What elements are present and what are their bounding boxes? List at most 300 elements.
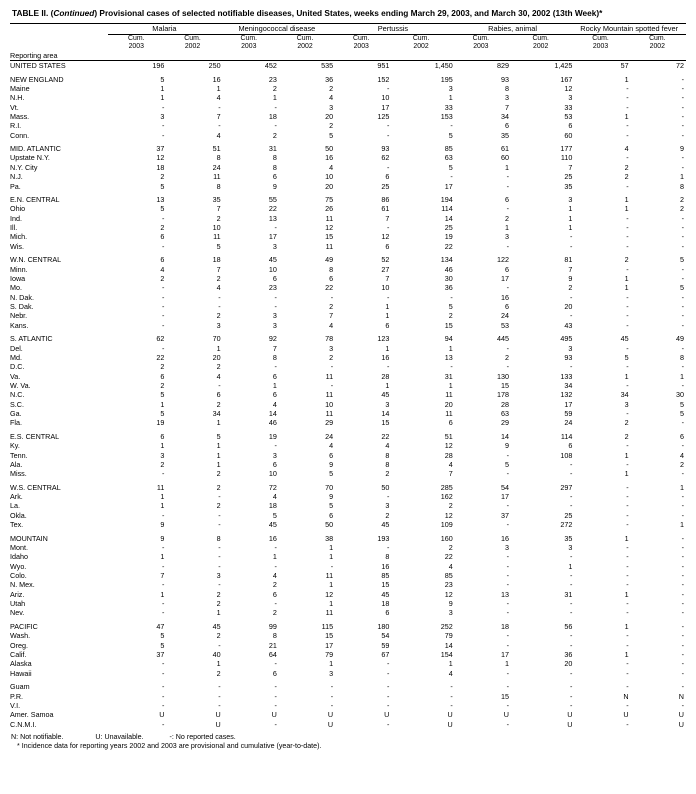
table-row bbox=[10, 590, 686, 599]
table-row bbox=[10, 232, 686, 241]
row-value-cell: - bbox=[274, 121, 277, 131]
row-value-cell: U bbox=[567, 719, 573, 729]
row-value-cell: 1 bbox=[160, 501, 165, 511]
row-value-cell: 10 bbox=[381, 93, 390, 103]
row-value-cell: 4 bbox=[680, 450, 684, 460]
row-value-cell: 86 bbox=[381, 195, 390, 205]
cum-label: Cum. bbox=[472, 35, 490, 42]
row-value-cell: 4 bbox=[272, 492, 277, 502]
row-value-cell: 5 bbox=[448, 130, 453, 140]
row-value-cell: 495 bbox=[560, 334, 573, 344]
row-value-cell: 11 bbox=[325, 371, 334, 381]
table-row bbox=[10, 223, 686, 232]
row-value-cell: - bbox=[681, 571, 684, 581]
row-value-cell: - bbox=[626, 320, 629, 330]
row-value-cell: 160 bbox=[440, 533, 453, 543]
row-value-cell: 5 bbox=[216, 431, 221, 441]
row-value-cell: 1 bbox=[680, 371, 684, 381]
row-value-cell: - bbox=[681, 264, 684, 274]
row-value-cell: - bbox=[681, 111, 684, 121]
row-value-cell: 9 bbox=[680, 144, 684, 154]
row-value-cell: - bbox=[274, 302, 277, 311]
row-value-cell: - bbox=[681, 608, 684, 618]
row-value-cell: 3 bbox=[272, 241, 277, 251]
group-header-rmsf-label: Rocky Mountain spotted fever bbox=[580, 23, 679, 33]
row-value-cell: - bbox=[506, 520, 509, 530]
row-value-cell: 70 bbox=[325, 482, 334, 492]
row-value-cell: - bbox=[626, 668, 629, 678]
table-row bbox=[10, 112, 686, 121]
row-value-cell: 11 bbox=[445, 408, 453, 418]
row-value-cell: 64 bbox=[268, 649, 277, 659]
header-bottom-rule-1 bbox=[108, 51, 164, 61]
year-label: 2002 bbox=[184, 43, 201, 50]
row-area-label: N.C. bbox=[10, 390, 25, 400]
row-value-cell: - bbox=[161, 241, 165, 251]
row-value-cell: 6 bbox=[272, 172, 277, 182]
row-area-label: Ind. bbox=[10, 213, 22, 223]
row-value-cell: 5 bbox=[680, 255, 684, 265]
row-value-cell: 45 bbox=[620, 334, 629, 344]
row-value-cell: N bbox=[623, 691, 629, 701]
notifiable-diseases-table bbox=[10, 23, 686, 729]
row-value-cell: 93 bbox=[381, 144, 390, 154]
row-value-cell: 2 bbox=[624, 172, 629, 182]
row-area-label: N. Dak. bbox=[10, 292, 34, 302]
cum-label: Cum. bbox=[532, 35, 549, 42]
table-row bbox=[10, 669, 686, 678]
row-value-cell: - bbox=[626, 631, 629, 641]
row-value-cell: 5 bbox=[448, 162, 453, 172]
row-value-cell: 2 bbox=[216, 399, 221, 409]
row-value-cell: 3 bbox=[160, 111, 165, 121]
row-value-cell: 8 bbox=[385, 450, 390, 460]
row-value-cell: 153 bbox=[440, 111, 453, 121]
table-row bbox=[10, 701, 686, 710]
row-value-cell: 12 bbox=[444, 441, 453, 451]
row-value-cell: 1 bbox=[272, 380, 277, 390]
row-value-cell: 5 bbox=[624, 352, 629, 362]
row-value-cell: - bbox=[161, 599, 165, 609]
row-value-cell: 6 bbox=[385, 320, 390, 330]
row-value-cell: 22 bbox=[156, 352, 165, 362]
row-value-cell: - bbox=[161, 302, 165, 311]
row-value-cell: - bbox=[626, 408, 629, 418]
row-value-cell: - bbox=[681, 561, 684, 571]
row-value-cell: 178 bbox=[496, 390, 509, 400]
row-area-label: PACIFIC bbox=[10, 621, 38, 631]
row-value-cell: 6 bbox=[329, 510, 334, 520]
row-value-cell: 1 bbox=[329, 659, 334, 669]
table-row bbox=[10, 204, 686, 213]
row-value-cell: 2 bbox=[624, 431, 629, 441]
row-value-cell: 16 bbox=[268, 533, 277, 543]
footnote-line-2: * Incidence data for reporting years 2002 and 2003 are provisional and cumulative (year-to-date). bbox=[17, 742, 322, 751]
row-value-cell: 1 bbox=[160, 552, 165, 562]
row-value-cell: 2 bbox=[504, 352, 509, 362]
row-value-cell: 8 bbox=[329, 264, 334, 274]
row-value-cell: 61 bbox=[381, 204, 390, 214]
row-value-cell: 3 bbox=[216, 320, 221, 330]
row-value-cell: 34 bbox=[500, 111, 509, 121]
row-value-cell: - bbox=[218, 580, 221, 590]
row-value-cell: - bbox=[681, 631, 684, 641]
row-value-cell: - bbox=[506, 283, 509, 293]
row-area-label: R.I. bbox=[10, 121, 22, 131]
table-row bbox=[10, 372, 686, 381]
row-value-cell: 6 bbox=[160, 255, 165, 265]
row-value-cell: - bbox=[569, 459, 573, 469]
subheader-malaria-2003 bbox=[108, 35, 164, 52]
row-value-cell: 62 bbox=[156, 334, 165, 344]
table-footnotes bbox=[10, 733, 686, 752]
row-value-cell: 3 bbox=[272, 311, 277, 321]
row-value-cell: - bbox=[626, 362, 629, 372]
header-area-row bbox=[10, 51, 686, 61]
row-value-cell: - bbox=[274, 599, 277, 609]
row-value-cell: - bbox=[681, 418, 684, 428]
row-value-cell: 11 bbox=[325, 390, 334, 400]
row-value-cell: 6 bbox=[329, 450, 334, 460]
row-value-cell: 56 bbox=[564, 621, 573, 631]
row-value-cell: 7 bbox=[385, 273, 390, 283]
row-value-cell: 272 bbox=[560, 520, 573, 530]
row-value-cell: - bbox=[450, 362, 453, 372]
row-value-cell: 16 bbox=[381, 561, 390, 571]
row-value-cell: 252 bbox=[440, 621, 453, 631]
row-value-cell: 37 bbox=[500, 510, 509, 520]
row-value-cell: - bbox=[626, 241, 629, 251]
row-value-cell: - bbox=[681, 640, 684, 650]
row-value-cell: 8 bbox=[272, 352, 277, 362]
table-row bbox=[10, 163, 686, 172]
row-value-cell: 52 bbox=[381, 255, 390, 265]
row-value-cell: - bbox=[626, 343, 629, 353]
row-value-cell: 114 bbox=[560, 431, 573, 441]
row-value-cell: - bbox=[626, 510, 629, 520]
row-value-cell: 34 bbox=[564, 380, 573, 390]
row-value-cell: 18 bbox=[212, 255, 221, 265]
row-value-cell: 2 bbox=[568, 283, 573, 293]
table-row bbox=[10, 650, 686, 659]
row-value-cell: 2 bbox=[216, 501, 221, 511]
row-value-cell: 15 bbox=[381, 580, 390, 590]
row-value-cell: - bbox=[506, 561, 509, 571]
row-value-cell: 5 bbox=[329, 130, 334, 140]
row-value-cell: 53 bbox=[564, 111, 573, 121]
row-value-cell: 4 bbox=[329, 162, 334, 172]
row-value-cell: 23 bbox=[268, 74, 277, 84]
row-value-cell: 78 bbox=[325, 334, 334, 344]
row-value-cell: - bbox=[450, 121, 453, 131]
row-value-cell: 6 bbox=[272, 390, 277, 400]
row-value-cell: 29 bbox=[325, 418, 334, 428]
row-value-cell: 1 bbox=[624, 621, 629, 631]
row-value-cell: - bbox=[330, 682, 334, 692]
row-value-cell: - bbox=[218, 561, 221, 571]
row-value-cell: 2 bbox=[272, 130, 277, 140]
row-value-cell: 9 bbox=[448, 599, 453, 609]
row-value-cell: - bbox=[386, 83, 390, 93]
row-value-cell: U bbox=[271, 710, 277, 720]
row-value-cell: 24 bbox=[500, 311, 509, 321]
row-value-cell: - bbox=[161, 608, 165, 618]
row-area-label: Ala. bbox=[10, 459, 23, 469]
table-row bbox=[10, 121, 686, 130]
row-area-label: W. Va. bbox=[10, 380, 31, 390]
row-value-cell: 4 bbox=[448, 459, 453, 469]
row-value-cell: - bbox=[681, 223, 684, 233]
year-label: 2002 bbox=[533, 43, 549, 50]
row-value-cell: - bbox=[161, 668, 165, 678]
row-value-cell: U bbox=[215, 719, 221, 729]
table-row bbox=[10, 710, 686, 719]
row-value-cell: 2 bbox=[624, 162, 629, 172]
row-area-label: S.C. bbox=[10, 399, 24, 409]
row-value-cell: 2 bbox=[216, 668, 221, 678]
row-value-cell: 4 bbox=[448, 561, 453, 571]
row-value-cell: - bbox=[161, 691, 165, 701]
year-label: 2003 bbox=[592, 43, 609, 50]
row-value-cell: - bbox=[569, 700, 573, 710]
row-value-cell: 1 bbox=[624, 533, 629, 543]
row-value-cell: 18 bbox=[381, 599, 390, 609]
row-value-cell: - bbox=[626, 599, 629, 609]
row-value-cell: 5 bbox=[160, 390, 165, 400]
row-value-cell: 2 bbox=[216, 631, 221, 641]
row-value-cell: 5 bbox=[160, 181, 165, 191]
row-area-label: Wyo. bbox=[10, 561, 27, 571]
row-value-cell: - bbox=[274, 682, 277, 692]
row-value-cell: - bbox=[506, 204, 509, 214]
row-value-cell: 2 bbox=[160, 459, 165, 469]
row-value-cell: 20 bbox=[325, 181, 334, 191]
row-value-cell: 54 bbox=[500, 482, 509, 492]
row-value-cell: 16 bbox=[500, 533, 509, 543]
row-area-label: La. bbox=[10, 501, 20, 511]
row-value-cell: - bbox=[569, 311, 573, 321]
table-body bbox=[10, 61, 686, 729]
row-area-label: N.Y. City bbox=[10, 162, 38, 172]
row-value-cell: 1 bbox=[624, 74, 629, 84]
row-value-cell: 829 bbox=[496, 61, 509, 70]
subheader-pertussis-2003 bbox=[333, 35, 389, 52]
row-area-label: Ariz. bbox=[10, 589, 25, 599]
row-area-label: D.C. bbox=[10, 362, 25, 372]
row-value-cell: U bbox=[159, 710, 165, 720]
row-value-cell: - bbox=[569, 640, 573, 650]
row-value-cell: 18 bbox=[268, 501, 277, 511]
row-area-label: Guam bbox=[10, 682, 30, 692]
title-suffix: ) Provisional cases of selected notifiable diseases, United States, weeks ending March 29, 2003, and March 30, 2002 (13th Week)* bbox=[94, 8, 603, 18]
row-value-cell: - bbox=[681, 83, 684, 93]
table-row bbox=[10, 255, 686, 264]
row-value-cell: 2 bbox=[216, 589, 221, 599]
row-value-cell: 38 bbox=[325, 533, 334, 543]
row-area-label: Colo. bbox=[10, 571, 27, 581]
row-value-cell: - bbox=[626, 102, 629, 112]
row-value-cell: - bbox=[218, 700, 221, 710]
row-value-cell: 59 bbox=[381, 640, 390, 650]
row-value-cell: 1 bbox=[160, 589, 165, 599]
row-value-cell: 34 bbox=[212, 408, 221, 418]
header-group-row bbox=[10, 23, 686, 33]
row-value-cell: - bbox=[218, 302, 221, 311]
row-value-cell: 12 bbox=[564, 83, 573, 93]
row-value-cell: 7 bbox=[568, 264, 573, 274]
row-value-cell: - bbox=[506, 181, 509, 191]
row-value-cell: - bbox=[218, 543, 221, 552]
table-row bbox=[10, 543, 686, 552]
row-area-label: Wis. bbox=[10, 241, 24, 251]
header-spacer bbox=[10, 23, 108, 33]
row-area-label: Vt. bbox=[10, 102, 19, 112]
row-value-cell: 2 bbox=[624, 418, 629, 428]
group-header-meningococcal bbox=[221, 23, 333, 33]
row-value-cell: 63 bbox=[444, 153, 453, 163]
row-value-cell: 79 bbox=[444, 631, 453, 641]
row-value-cell: - bbox=[681, 533, 684, 543]
row-value-cell: 51 bbox=[212, 144, 221, 154]
row-value-cell: 6 bbox=[385, 172, 390, 182]
row-value-cell: - bbox=[506, 668, 509, 678]
row-area-label: Alaska bbox=[10, 659, 32, 669]
row-value-cell: 1 bbox=[160, 492, 165, 502]
row-area-label: Ky. bbox=[10, 441, 20, 451]
row-value-cell: 11 bbox=[325, 571, 334, 581]
row-value-cell: 43 bbox=[564, 320, 573, 330]
cum-label: Cum. bbox=[240, 35, 257, 42]
table-row bbox=[10, 451, 686, 460]
row-value-cell: 951 bbox=[377, 61, 390, 70]
row-value-cell: 2 bbox=[160, 172, 165, 182]
table-row bbox=[10, 520, 686, 529]
row-value-cell: - bbox=[681, 492, 684, 502]
row-value-cell: 16 bbox=[212, 74, 221, 84]
subheader-meningococcal-2002 bbox=[277, 35, 333, 52]
row-value-cell: - bbox=[274, 691, 277, 701]
row-value-cell: 1 bbox=[624, 273, 629, 283]
row-value-cell: - bbox=[681, 510, 684, 520]
row-value-cell: - bbox=[330, 691, 334, 701]
row-value-cell: 1 bbox=[216, 343, 221, 353]
row-value-cell: - bbox=[626, 292, 629, 302]
row-value-cell: 60 bbox=[564, 130, 573, 140]
footnote-dash: -: No reported cases. bbox=[169, 732, 236, 741]
row-value-cell: 11 bbox=[156, 482, 165, 492]
row-value-cell: 445 bbox=[496, 334, 509, 344]
row-value-cell: - bbox=[626, 232, 629, 242]
row-value-cell: 3 bbox=[385, 501, 390, 511]
row-value-cell: 1 bbox=[504, 162, 509, 172]
row-value-cell: - bbox=[626, 552, 629, 562]
row-value-cell: 24 bbox=[212, 162, 221, 172]
table-row bbox=[10, 144, 686, 153]
row-value-cell: - bbox=[569, 682, 573, 692]
row-value-cell: - bbox=[626, 380, 629, 390]
row-value-cell: 9 bbox=[329, 459, 334, 469]
row-value-cell: - bbox=[161, 510, 165, 520]
row-value-cell: 2 bbox=[448, 311, 453, 321]
row-value-cell: 18 bbox=[500, 621, 509, 631]
row-value-cell: N bbox=[678, 691, 684, 701]
row-value-cell: 5 bbox=[160, 204, 165, 214]
row-value-cell: 2 bbox=[329, 352, 334, 362]
row-value-cell: 11 bbox=[325, 608, 334, 618]
row-area-label: Nev. bbox=[10, 608, 25, 618]
row-value-cell: - bbox=[626, 520, 629, 530]
row-value-cell: 75 bbox=[325, 195, 334, 205]
row-area-label: P.R. bbox=[10, 691, 24, 701]
row-value-cell: 2 bbox=[329, 302, 334, 311]
row-area-label: V.I. bbox=[10, 700, 21, 710]
row-value-cell: 123 bbox=[377, 334, 390, 344]
row-value-cell: 1 bbox=[504, 659, 509, 669]
row-value-cell: 72 bbox=[268, 482, 277, 492]
row-value-cell: 8 bbox=[680, 181, 684, 191]
row-value-cell: - bbox=[626, 311, 629, 321]
row-value-cell: - bbox=[450, 682, 453, 692]
row-value-cell: - bbox=[386, 223, 390, 233]
row-value-cell: 1 bbox=[624, 589, 629, 599]
row-value-cell: 2 bbox=[448, 501, 453, 511]
row-value-cell: - bbox=[330, 292, 334, 302]
row-area-label: Miss. bbox=[10, 469, 27, 479]
row-value-cell: 6 bbox=[160, 371, 165, 381]
row-area-label: Pa. bbox=[10, 181, 21, 191]
row-value-cell: 25 bbox=[564, 510, 573, 520]
row-value-cell: 8 bbox=[272, 153, 277, 163]
row-value-cell: - bbox=[274, 700, 277, 710]
row-value-cell: 4 bbox=[272, 399, 277, 409]
row-value-cell: - bbox=[626, 83, 629, 93]
row-value-cell: - bbox=[681, 659, 684, 669]
row-value-cell: 17 bbox=[500, 492, 509, 502]
row-value-cell: 30 bbox=[444, 273, 453, 283]
row-value-cell: 452 bbox=[264, 61, 277, 70]
cum-label: Cum. bbox=[412, 35, 430, 42]
row-value-cell: 3 bbox=[385, 399, 390, 409]
row-value-cell: - bbox=[274, 561, 277, 571]
row-value-cell: 13 bbox=[444, 352, 453, 362]
cum-label: Cum. bbox=[128, 35, 145, 42]
row-value-cell: 7 bbox=[216, 111, 221, 121]
title-prefix: TABLE II. ( bbox=[12, 8, 54, 18]
row-value-cell: 15 bbox=[325, 232, 334, 242]
header-bottom-rule-2 bbox=[164, 51, 220, 61]
row-value-cell: 1 bbox=[568, 561, 573, 571]
row-value-cell: - bbox=[626, 501, 629, 511]
row-value-cell: - bbox=[681, 552, 684, 562]
row-value-cell: 6 bbox=[385, 608, 390, 618]
row-value-cell: 4 bbox=[329, 320, 334, 330]
row-value-cell: 12 bbox=[444, 510, 453, 520]
row-value-cell: - bbox=[274, 102, 277, 112]
row-value-cell: 5 bbox=[160, 640, 165, 650]
row-value-cell: 177 bbox=[560, 144, 573, 154]
row-value-cell: - bbox=[626, 719, 629, 729]
row-value-cell: 2 bbox=[385, 469, 390, 479]
row-value-cell: 535 bbox=[321, 61, 334, 70]
row-value-cell: 13 bbox=[500, 589, 509, 599]
row-value-cell: - bbox=[386, 659, 390, 669]
row-value-cell: 4 bbox=[216, 130, 221, 140]
row-value-cell: - bbox=[218, 292, 221, 302]
table-row bbox=[10, 265, 686, 274]
row-value-cell: 13 bbox=[156, 195, 165, 205]
row-value-cell: 2 bbox=[329, 121, 334, 131]
row-value-cell: - bbox=[569, 599, 573, 609]
